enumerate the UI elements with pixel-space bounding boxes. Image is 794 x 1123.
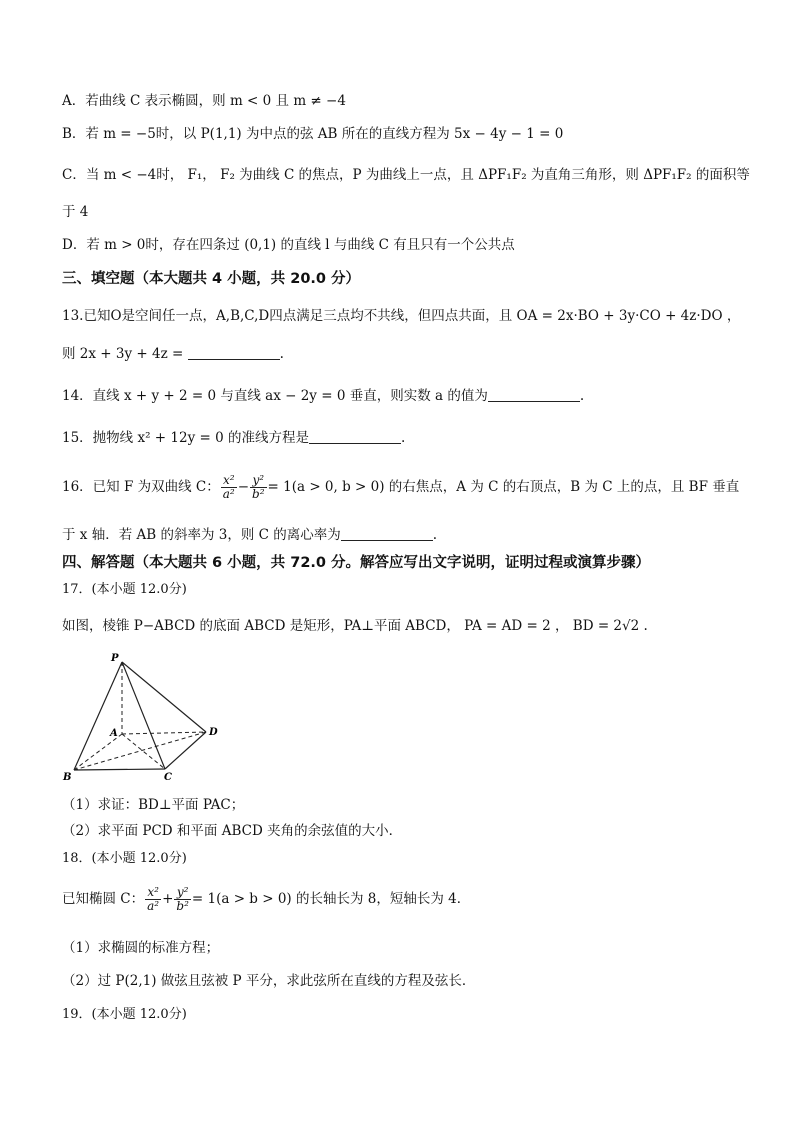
- option-c-line2: 于 4: [62, 204, 89, 220]
- q16-text-c: 于 x 轴．若 AB 的斜率为 3，则 C 的离心率为: [62, 527, 341, 543]
- q14-text: 14．直线 x + y + 2 = 0 与直线 ax − 2y = 0 垂直，则实数 a 的值为: [62, 388, 488, 404]
- q16-text-a: 16．已知 F 为双曲线 C：: [62, 479, 220, 495]
- q14-answer-blank[interactable]: [488, 387, 580, 402]
- edge-bc: [74, 769, 165, 770]
- edge-pb: [74, 662, 122, 770]
- q13-period: .: [279, 346, 284, 362]
- edge-cd: [165, 732, 206, 769]
- q13-line1: 13.已知O是空间任一点，A,B,C,D四点满足三点均不共线，但四点共面，且 OA = 2x·BO + 3y·CO + 4z·DO ，: [62, 308, 741, 324]
- q14: [62, 387, 584, 405]
- label-c: C: [164, 772, 172, 782]
- option-c-line1: C．当 m < −4时， F₁， F₂ 为曲线 C 的焦点，P 为曲线上一点，且 ΔPF₁F₂ 为直角三角形，则 ΔPF₁F₂ 的面积等: [62, 167, 750, 183]
- label-p: P: [111, 653, 119, 664]
- q16-line2: [62, 526, 437, 544]
- q18-sub2: （2）过 P(2,1) 做弦且弦被 P 平分，求此弦所在直线的方程及弦长．: [62, 973, 476, 989]
- q19-header: 19．(本小题 12.0分): [62, 1007, 187, 1022]
- q18-header: 18．(本小题 12.0分): [62, 851, 187, 866]
- q18-plus: +: [162, 891, 174, 907]
- edge-ab: [74, 734, 122, 770]
- q18-sub1: （1）求椭圆的标准方程；: [62, 940, 220, 956]
- q17-stem: 如图，棱锥 P−ABCD 的底面 ABCD 是矩形，PA⊥平面 ABCD， PA = AD = 2 ， BD = 2√2 .: [62, 618, 648, 634]
- q18-fraction-y: $\frac{\text{y²}}{\text{b²}}$: [176, 885, 189, 913]
- q18-text-b: = 1(a > b > 0) 的长轴长为 8，短轴长为 4．: [191, 891, 471, 907]
- label-a: A: [110, 728, 118, 739]
- q16-period: .: [432, 527, 438, 543]
- pyramid-figure: [58, 652, 228, 782]
- q15: [62, 429, 405, 447]
- q16-answer-blank[interactable]: [341, 526, 433, 541]
- q13-text: 则 2x + 3y + 4z =: [62, 346, 188, 362]
- q14-period: .: [579, 388, 585, 404]
- q13-line2: [62, 345, 284, 363]
- q15-text: 15．抛物线 x² + 12y = 0 的准线方程是: [62, 430, 309, 446]
- q16-line1: [62, 474, 739, 501]
- label-b: B: [63, 772, 72, 782]
- section4-title: 四、解答题（本大题共 6 小题，共 72.0 分。解答应写出文字说明，证明过程或演算步骤）: [62, 555, 651, 571]
- q15-answer-blank[interactable]: [309, 429, 401, 444]
- option-b: B．若 m = −5时，以 P(1,1) 为中点的弦 AB 所在的直线方程为 5x − 4y − 1 = 0: [62, 126, 564, 142]
- edge-pc: [122, 662, 165, 769]
- q13-answer-blank[interactable]: [188, 345, 280, 360]
- edge-pd: [122, 662, 206, 732]
- q16-fraction-y: $\frac{\text{y²}}{\text{b²}}$: [252, 473, 265, 501]
- q16-text-b: = 1(a > 0, b > 0) 的右焦点，A 为 C 的右顶点，B 为 C 上的点，且 BF 垂直: [267, 479, 740, 495]
- q16-fraction-x: $\frac{\text{x²}}{\text{a²}}$: [222, 473, 235, 501]
- q18-stem: [62, 886, 470, 913]
- option-d: D．若 m > 0时，存在四条过 (0,1) 的直线 l 与曲线 C 有且只有一个公共点: [62, 237, 515, 253]
- label-d: D: [209, 727, 218, 738]
- q17-sub2: （2）求平面 PCD 和平面 ABCD 夹角的余弦值的大小．: [62, 823, 403, 839]
- edge-ad: [122, 732, 206, 734]
- q15-period: .: [400, 430, 406, 446]
- q18-fraction-x: $\frac{\text{x²}}{\text{a²}}$: [147, 885, 160, 913]
- q18-text-a: 已知椭圆 C：: [62, 891, 145, 907]
- option-a: A．若曲线 C 表示椭圆，则 m < 0 且 m ≠ −4: [62, 93, 346, 109]
- q17-header: 17．(本小题 12.0分): [62, 582, 187, 597]
- section3-title: 三、填空题（本大题共 4 小题，共 20.0 分）: [62, 271, 361, 287]
- q17-sub1: （1）求证：BD⊥平面 PAC；: [62, 797, 245, 813]
- diag-bd: [74, 732, 206, 770]
- q16-minus: −: [237, 479, 250, 495]
